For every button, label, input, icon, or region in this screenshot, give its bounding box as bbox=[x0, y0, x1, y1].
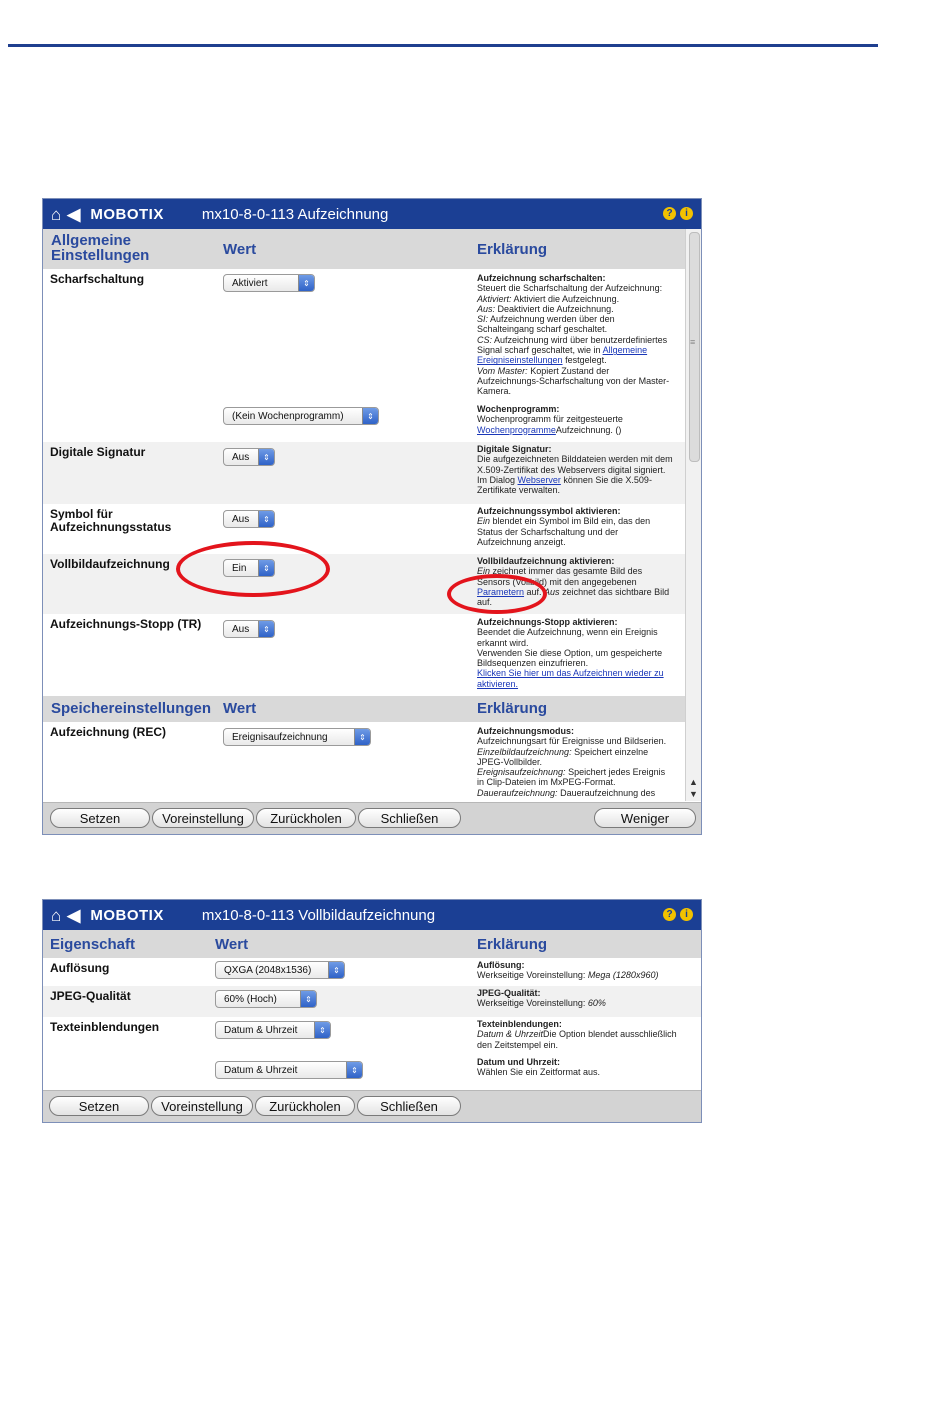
setting-label: Symbol für Aufzeichnungsstatus bbox=[50, 507, 172, 534]
desc-text: können Sie die X.509- bbox=[560, 474, 652, 485]
desc-text: Speichert einzelne bbox=[571, 746, 649, 757]
restore-button[interactable]: Zurückholen bbox=[256, 808, 356, 828]
set-button[interactable]: Setzen bbox=[50, 808, 150, 828]
desc-line bbox=[477, 627, 685, 637]
desc-text: Kopiert Zustand der bbox=[527, 365, 610, 376]
desc-text: erkannt wird. bbox=[477, 637, 529, 648]
desc-text: Wochenprogramm für zeitgesteuerte bbox=[477, 414, 623, 425]
desc-text: Daueraufzeichnung des bbox=[557, 787, 656, 798]
select-value: Aus bbox=[232, 623, 250, 635]
desc-italic: Vom Master: bbox=[477, 365, 528, 376]
window-title: mx10-8-0-113 Aufzeichnung bbox=[201, 205, 389, 223]
desc-line bbox=[477, 556, 685, 566]
desc-text: den Zeitstempel ein. bbox=[477, 1039, 559, 1050]
header-col-explanation: Erklärung bbox=[477, 241, 548, 258]
highlight-circle-select bbox=[176, 541, 330, 597]
section-header-general bbox=[43, 229, 685, 269]
scroll-grip-icon: ≡ bbox=[690, 337, 696, 347]
desc-text: Aufzeichnung werden über den bbox=[488, 314, 615, 325]
desc-line bbox=[477, 638, 685, 648]
select-value: Ereignisaufzeichnung bbox=[232, 731, 328, 743]
desc-text: Im Dialog bbox=[477, 474, 518, 485]
desc-link[interactable]: Webserver bbox=[517, 474, 561, 485]
desc-italic: CS: bbox=[477, 334, 493, 345]
explanation-text bbox=[477, 988, 697, 1009]
desc-link[interactable]: Wochenprogramme bbox=[477, 424, 556, 435]
desc-heading: Texteinblendungen: bbox=[477, 1019, 562, 1029]
value-select[interactable] bbox=[223, 510, 275, 528]
info-icon[interactable]: i bbox=[680, 908, 693, 921]
titlebar bbox=[43, 900, 701, 930]
desc-text: Aufzeichnungsart für Ereignisse und Bildserien. bbox=[477, 736, 667, 747]
explanation-text bbox=[477, 273, 685, 397]
desc-text: X.509-Zertifikat des Webservers digital signiert. bbox=[477, 464, 666, 475]
desc-text: Speichert jedes Ereignis bbox=[565, 767, 666, 778]
close-button[interactable]: Schließen bbox=[357, 1096, 461, 1116]
value-select[interactable] bbox=[215, 961, 345, 979]
desc-link[interactable]: Ereigniseinstellungen bbox=[477, 355, 563, 366]
desc-line bbox=[477, 527, 685, 537]
close-button[interactable]: Schließen bbox=[358, 808, 461, 828]
desc-line bbox=[477, 1040, 697, 1050]
desc-text: Schalteingang scharf geschaltet. bbox=[477, 324, 608, 335]
value-select[interactable] bbox=[223, 728, 371, 746]
storage-rows bbox=[43, 722, 685, 801]
desc-line bbox=[477, 537, 685, 547]
select-arrow-icon[interactable]: ⇕ bbox=[258, 511, 274, 527]
header-col-explanation: Erklärung bbox=[477, 936, 548, 953]
desc-text: auf. bbox=[477, 597, 493, 608]
desc-text: Wählen Sie ein Zeitformat aus. bbox=[477, 1067, 601, 1078]
explanation-text bbox=[477, 404, 685, 435]
desc-text: Aufzeichnungs-Scharfschaltung von der Master- bbox=[477, 375, 670, 386]
select-value: Aktiviert bbox=[232, 277, 268, 289]
highlight-circle-parameter bbox=[447, 574, 547, 614]
setting-label: Vollbildaufzeichnung bbox=[50, 557, 170, 571]
settings-row bbox=[43, 614, 685, 696]
desc-link[interactable]: aktivieren. bbox=[477, 678, 519, 689]
select-arrow-icon[interactable]: ⇕ bbox=[298, 275, 314, 291]
back-arrow-icon[interactable]: ◀ bbox=[67, 204, 81, 224]
header-col-property: Allgemeine Einstellungen bbox=[51, 232, 150, 264]
desc-line bbox=[477, 283, 685, 293]
desc-line bbox=[477, 648, 685, 658]
select-value: 60% (Hoch) bbox=[224, 993, 277, 1005]
header-col-storage: Speichereinstellungen bbox=[51, 700, 212, 717]
default-button[interactable]: Voreinstellung bbox=[151, 1096, 253, 1116]
desc-text: Beendet die Aufzeichnung, wenn ein Ereignis bbox=[477, 627, 658, 638]
desc-line bbox=[477, 444, 685, 454]
desc-line bbox=[477, 747, 685, 757]
settings-row bbox=[43, 504, 685, 554]
settings-row bbox=[43, 958, 701, 986]
desc-italic: Aus bbox=[544, 586, 560, 597]
desc-text: Zertifikate verwalten. bbox=[477, 485, 561, 496]
desc-line bbox=[477, 376, 685, 386]
desc-text: Aufzeichnung. ( bbox=[555, 424, 619, 435]
settings-row bbox=[43, 554, 685, 614]
desc-text: festgelegt. bbox=[562, 355, 607, 366]
desc-line bbox=[477, 679, 685, 689]
desc-italic: Aktiviert: bbox=[477, 293, 512, 304]
select-arrow-icon[interactable]: ⇕ bbox=[258, 560, 274, 576]
desc-line bbox=[477, 314, 685, 324]
setting-label: JPEG-Qualität bbox=[50, 989, 131, 1003]
desc-line bbox=[477, 304, 685, 314]
desc-italic: Datum & Uhrzeit bbox=[477, 1029, 544, 1040]
desc-line bbox=[477, 516, 685, 526]
explanation-text bbox=[477, 726, 685, 798]
value-select[interactable] bbox=[223, 407, 379, 425]
value-select[interactable] bbox=[223, 274, 315, 292]
desc-italic: Ein bbox=[477, 516, 491, 527]
desc-line bbox=[477, 465, 685, 475]
select-arrow-icon[interactable]: ⇕ bbox=[328, 962, 344, 978]
value-select[interactable] bbox=[215, 1021, 331, 1039]
desc-heading: Aufzeichnungssymbol aktivieren: bbox=[477, 506, 621, 516]
desc-text: Bildsequenzen einzufrieren. bbox=[477, 658, 589, 669]
settings-row bbox=[43, 1017, 701, 1057]
desc-line bbox=[477, 988, 697, 998]
desc-text: in Clip-Dateien im MxPEG-Format. bbox=[477, 777, 616, 788]
select-value: (Kein Wochenprogramm) bbox=[232, 410, 344, 422]
setting-label: Digitale Signatur bbox=[50, 445, 146, 459]
logo: MOBOTIX bbox=[90, 906, 164, 924]
desc-line bbox=[477, 788, 685, 798]
desc-line bbox=[477, 506, 685, 516]
desc-heading: Aufzeichnungsmodus: bbox=[477, 726, 574, 736]
header-col-property: Eigenschaft bbox=[50, 936, 136, 953]
desc-text: Werkseitige Voreinstellung: bbox=[477, 970, 588, 981]
less-button[interactable]: Weniger bbox=[594, 808, 696, 828]
desc-line bbox=[477, 386, 685, 396]
explanation-text bbox=[477, 1019, 697, 1050]
desc-line bbox=[477, 777, 685, 787]
desc-line bbox=[477, 273, 685, 283]
select-value: Aus bbox=[232, 513, 250, 525]
desc-italic: Ein bbox=[477, 566, 491, 577]
setting-label: Auflösung bbox=[50, 961, 110, 975]
select-arrow-icon[interactable]: ⇕ bbox=[300, 991, 316, 1007]
settings-row bbox=[43, 402, 685, 442]
desc-line bbox=[477, 970, 697, 980]
desc-text: Aktiviert die Aufzeichnung. bbox=[511, 293, 620, 304]
desc-line bbox=[477, 294, 685, 304]
desc-text: ) bbox=[618, 424, 622, 435]
fullimage-window bbox=[42, 899, 702, 1123]
desc-line bbox=[477, 355, 685, 365]
back-arrow-icon[interactable]: ◀ bbox=[67, 905, 81, 925]
desc-text: Sensors (Vollbild) mit den angegebenen bbox=[477, 576, 637, 587]
section-header-storage bbox=[43, 696, 685, 722]
select-value: Datum & Uhrzeit bbox=[224, 1064, 298, 1076]
desc-line bbox=[477, 485, 685, 495]
top-rule bbox=[8, 44, 878, 47]
desc-italic: Einzelbildaufzeichnung: bbox=[477, 746, 572, 757]
desc-heading: Wochenprogramm: bbox=[477, 404, 560, 414]
help-icon[interactable]: ? bbox=[663, 908, 676, 921]
desc-heading: Digitale Signatur: bbox=[477, 444, 552, 454]
desc-text: Signal scharf geschaltet, wie in bbox=[477, 345, 603, 356]
value-select[interactable] bbox=[215, 990, 317, 1008]
setting-label: Scharfschaltung bbox=[50, 272, 145, 286]
desc-line bbox=[477, 757, 685, 767]
desc-line bbox=[477, 425, 685, 435]
setting-label: Aufzeichnungs-Stopp (TR) bbox=[50, 617, 202, 631]
scroll-down-icon[interactable]: ▼ bbox=[689, 789, 698, 799]
desc-text: auf. bbox=[524, 586, 545, 597]
desc-text: Steuert die Scharfschaltung der Aufzeichnung: bbox=[477, 283, 663, 294]
explanation-text bbox=[477, 444, 685, 495]
desc-line bbox=[477, 324, 685, 334]
desc-line bbox=[477, 475, 685, 485]
info-icon[interactable]: i bbox=[680, 207, 693, 220]
desc-text: zeichnet immer das gesamte Bild des bbox=[490, 566, 643, 577]
desc-line bbox=[477, 736, 685, 746]
desc-text: Aufzeichnung anzeigt. bbox=[477, 536, 566, 547]
content-area bbox=[43, 229, 685, 801]
desc-line bbox=[477, 404, 685, 414]
settings-row bbox=[43, 986, 701, 1017]
desc-italic: Ereignisaufzeichnung: bbox=[477, 767, 566, 778]
select-arrow-icon[interactable]: ⇕ bbox=[346, 1062, 362, 1078]
select-value: Aus bbox=[232, 451, 250, 463]
settings-row bbox=[43, 269, 685, 402]
desc-link[interactable]: Parametern bbox=[477, 586, 525, 597]
settings-rows bbox=[43, 269, 685, 696]
desc-line bbox=[477, 345, 685, 355]
scrollbar-thumb[interactable] bbox=[689, 232, 700, 462]
desc-line bbox=[477, 998, 697, 1008]
home-icon[interactable]: ⌂ bbox=[51, 204, 62, 224]
select-value: Datum & Uhrzeit bbox=[224, 1024, 298, 1036]
desc-text: zeichnet das sichtbare Bild bbox=[559, 586, 670, 597]
desc-link[interactable]: Klicken Sie hier um das Aufzeichnen wieder zu bbox=[477, 668, 664, 679]
desc-line bbox=[477, 366, 685, 376]
desc-italic: 60% bbox=[587, 998, 606, 1009]
settings-rows bbox=[43, 958, 701, 1088]
select-arrow-icon[interactable]: ⇕ bbox=[354, 729, 370, 745]
desc-line bbox=[477, 617, 685, 627]
default-button[interactable]: Voreinstellung bbox=[152, 808, 254, 828]
desc-line bbox=[477, 668, 685, 678]
header-col-explanation: Erklärung bbox=[477, 700, 548, 717]
desc-line bbox=[477, 1057, 697, 1067]
settings-row bbox=[43, 442, 685, 504]
window-title: mx10-8-0-113 Vollbildaufzeichnung bbox=[201, 906, 436, 924]
desc-line bbox=[477, 1019, 697, 1029]
value-select[interactable] bbox=[215, 1061, 363, 1079]
help-icon[interactable]: ? bbox=[663, 207, 676, 220]
desc-text: Die aufgezeichneten Bilddateien werden mit dem bbox=[477, 454, 673, 465]
desc-line bbox=[477, 335, 685, 345]
desc-heading: Vollbildaufzeichnung aktivieren: bbox=[477, 556, 615, 566]
home-icon[interactable]: ⌂ bbox=[51, 905, 62, 925]
desc-text: Verwenden Sie diese Option, um gespeicherte bbox=[477, 647, 663, 658]
desc-heading: Auflösung: bbox=[477, 960, 525, 970]
explanation-text bbox=[477, 617, 685, 689]
desc-italic: SI: bbox=[477, 314, 489, 325]
desc-italic: Mega (1280x960) bbox=[587, 970, 659, 981]
desc-line bbox=[477, 414, 685, 424]
desc-line bbox=[477, 1067, 697, 1077]
select-arrow-icon[interactable]: ⇕ bbox=[258, 621, 274, 637]
section-header-properties bbox=[43, 930, 701, 958]
vertical-scrollbar[interactable] bbox=[685, 229, 701, 801]
setting-label: Texteinblendungen bbox=[50, 1020, 160, 1034]
header-col-value: Wert bbox=[215, 936, 249, 953]
select-value: Ein bbox=[232, 562, 247, 574]
desc-text: blendet ein Symbol im Bild ein, das den bbox=[490, 516, 651, 527]
header-col-value: Wert bbox=[223, 241, 257, 258]
desc-heading: Aufzeichnung scharfschalten: bbox=[477, 273, 606, 283]
explanation-text bbox=[477, 506, 685, 547]
select-arrow-icon[interactable]: ⇕ bbox=[362, 408, 378, 424]
setting-label: Aufzeichnung (REC) bbox=[50, 725, 166, 739]
desc-line bbox=[477, 726, 685, 736]
header-col-value: Wert bbox=[223, 700, 257, 717]
button-bar bbox=[43, 802, 701, 834]
value-select[interactable] bbox=[223, 620, 275, 638]
desc-line bbox=[477, 454, 685, 464]
desc-italic: Daueraufzeichnung: bbox=[477, 787, 558, 798]
explanation-text bbox=[477, 960, 697, 981]
value-select[interactable] bbox=[223, 448, 275, 466]
desc-italic: Aus: bbox=[477, 303, 496, 314]
settings-row bbox=[43, 1057, 701, 1088]
settings-row bbox=[43, 722, 685, 801]
desc-text: Deaktiviert die Aufzeichnung. bbox=[495, 303, 614, 314]
desc-text: Werkseitige Voreinstellung: bbox=[477, 998, 588, 1009]
desc-text: JPEG-Vollbilder. bbox=[477, 756, 543, 767]
desc-text: Status der Scharfschaltung und der bbox=[477, 526, 619, 537]
desc-text: blendet ausschließlich bbox=[588, 1029, 677, 1040]
set-button[interactable]: Setzen bbox=[49, 1096, 149, 1116]
select-arrow-icon[interactable]: ⇕ bbox=[258, 449, 274, 465]
explanation-text bbox=[477, 1057, 697, 1078]
logo: MOBOTIX bbox=[90, 205, 164, 223]
recording-window bbox=[42, 198, 702, 835]
desc-line bbox=[477, 658, 685, 668]
button-bar bbox=[43, 1090, 701, 1122]
desc-line bbox=[477, 960, 697, 970]
titlebar bbox=[43, 199, 701, 229]
scroll-up-icon[interactable]: ▲ bbox=[689, 777, 698, 787]
desc-text: Aufzeichnung wird über benutzerdefiniertes bbox=[492, 334, 668, 345]
select-value: QXGA (2048x1536) bbox=[224, 964, 312, 976]
select-arrow-icon[interactable]: ⇕ bbox=[314, 1022, 330, 1038]
desc-link[interactable]: Allgemeine bbox=[602, 345, 648, 356]
desc-heading: Aufzeichnungs-Stopp aktivieren: bbox=[477, 617, 618, 627]
desc-line bbox=[477, 1029, 697, 1039]
restore-button[interactable]: Zurückholen bbox=[255, 1096, 355, 1116]
desc-text: Die Option bbox=[543, 1029, 589, 1040]
desc-heading: Datum und Uhrzeit: bbox=[477, 1057, 560, 1067]
desc-heading: JPEG-Qualität: bbox=[477, 988, 541, 998]
desc-line bbox=[477, 767, 685, 777]
desc-text: Kamera. bbox=[477, 386, 512, 397]
